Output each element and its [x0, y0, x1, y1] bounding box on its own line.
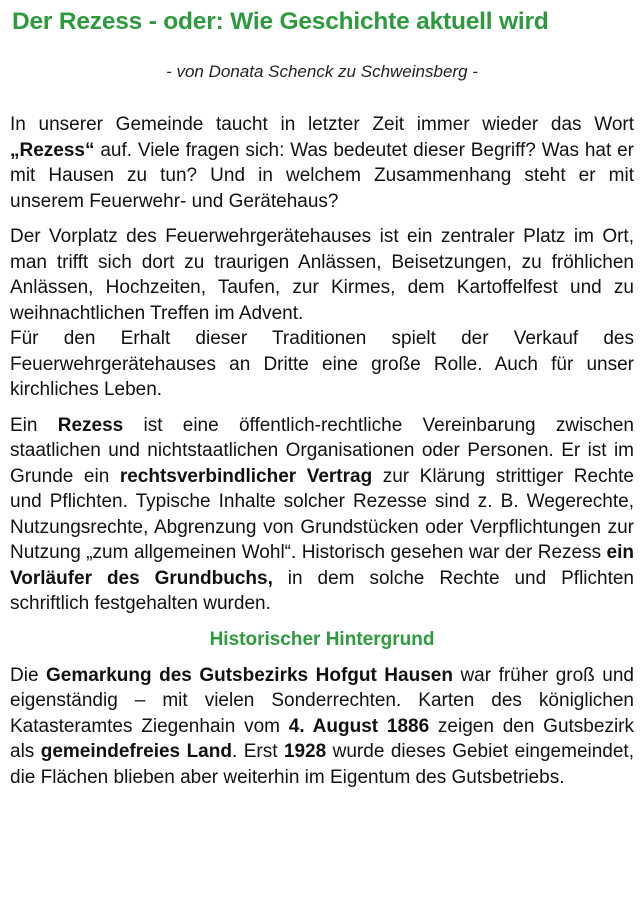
bold-term: gemeindefreies Land — [40, 741, 232, 762]
article-title: Der Rezess - oder: Wie Geschichte aktuell wird — [12, 8, 549, 35]
bold-term: 4. August 1886 — [288, 715, 430, 737]
text-run: ist eine öffentlich-rechtliche Vereinbarung zwischen staatlichen und nichtstaatlichen Organisationen oder Personen. Er ist im Grunde ein — [10, 414, 634, 487]
bold-term: „Rezess“ — [10, 139, 95, 161]
text-run: Die — [10, 664, 47, 686]
bold-term: 1928 — [283, 741, 327, 762]
paragraph-traditionen: Für den Erhalt dieser Traditionen spielt der Verkauf des Feuerwehrgerätehauses an Dritte eine große Rolle. Auch für unser kirchliches Leben. — [10, 328, 634, 400]
text-run: war früher groß und eigenständig – mit vielen Sonderrechten. Karten des königlichen Katasteramtes Ziegenhain vom — [10, 664, 634, 737]
text-run: zeigen den Gutsbezirk als — [10, 715, 634, 762]
text-run: auf. Viele fragen sich: Was bedeutet dieser Begriff? Was hat er mit Hausen zu tun? Und in welchem Zusammenhang steht er mit unserem Feuerwehr- und Gerätehaus? — [10, 139, 634, 212]
paragraph-history — [10, 663, 634, 791]
text-run: in dem solche Rechte und Pflichten schriftlich festgehalten wurden. — [10, 567, 634, 614]
paragraph-definition — [10, 413, 634, 617]
bold-term: Rezess — [57, 414, 124, 436]
text-run: Ein — [10, 414, 58, 436]
bold-term: rechtsverbindlicher Vertrag — [119, 465, 373, 487]
bold-term: Gemarkung des Gutsbezirks Hofgut Hausen — [46, 664, 453, 686]
text-run: wurde dieses Gebiet eingemeindet, die Flächen blieben aber weiterhin im Eigentum des Gutsbetriebs. — [10, 741, 634, 788]
paragraph-intro — [10, 112, 634, 214]
author-line: - von Donata Schenck zu Schweinsberg - — [166, 62, 478, 81]
bold-term: ein Vorläufer des Grundbuchs, — [10, 542, 634, 589]
text-run: . Erst — [231, 741, 284, 762]
text-run: zur Klärung strittiger Rechte und Pflichten. Typische Inhalte solcher Rezesse sind z. B. Wegerechte, Nutzungsrechte, Abgrenzung von Grundstücken oder Verpflichtungen zur Nutzung „zum allgemeinen Wohl“. Historisch gesehen war der Rezess — [10, 465, 634, 563]
paragraph-vorplatz: Der Vorplatz des Feuerwehrgerätehauses ist ein zentraler Platz im Ort, man trifft sich dort zu traurigen Anlässen, Beisetzungen, zu fröhlichen Anlässen, Hochzeiten, Taufen, zur Kirmes, dem Kartoffelfest und zu weihnachtlichen Treffen im Advent. — [10, 226, 634, 324]
section-heading: Historischer Hintergrund — [209, 628, 435, 650]
text-run: In unserer Gemeinde taucht in letzter Zeit immer wieder das Wort — [10, 114, 634, 135]
article-body — [10, 112, 634, 800]
